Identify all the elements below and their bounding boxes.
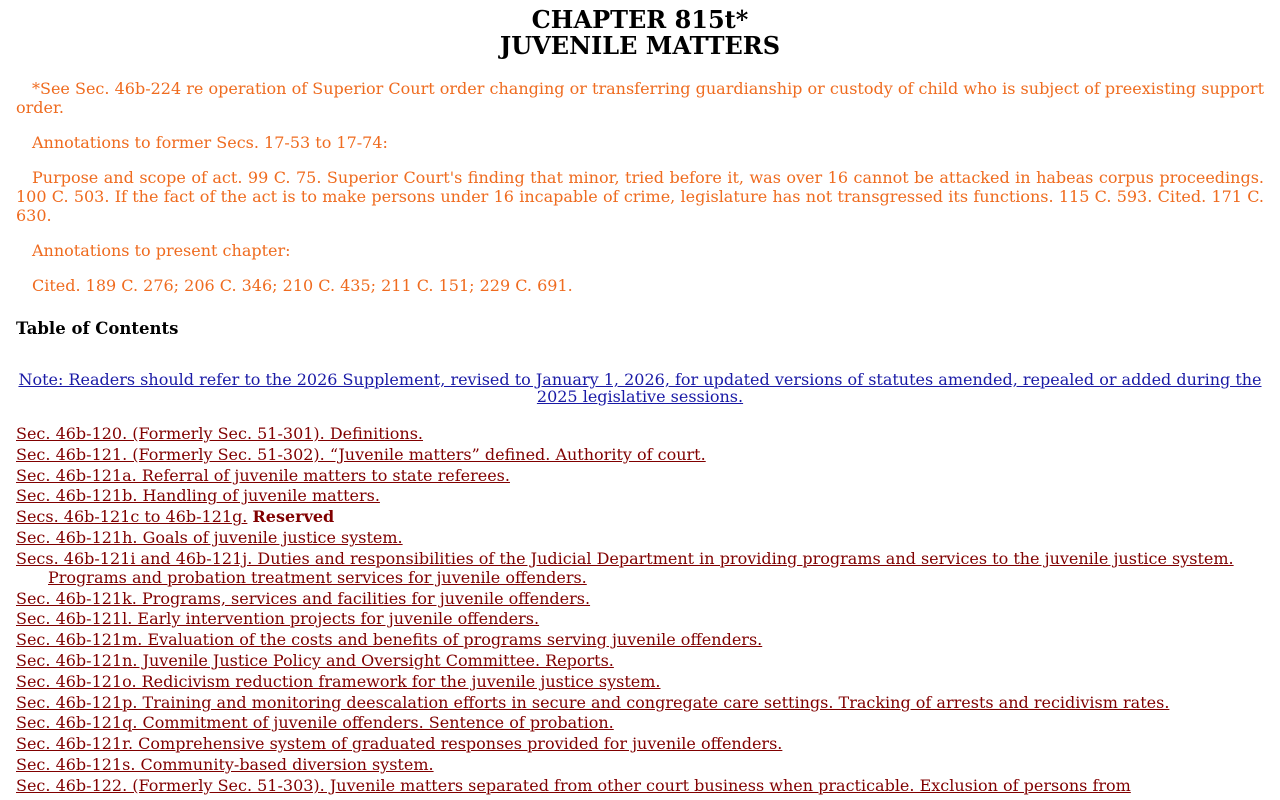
- annotation-purpose-scope: Purpose and scope of act. 99 C. 75. Superior Court's finding that minor, tried before it, was over 16 cannot be attacked in habeas corpus proceedings. 100 C. 503. If the fact of the act is to make persons under 16 incapable of crime, legislature has not transgressed its functions. 115 C. 593. Cited. 171 C. 630.: [16, 168, 1264, 225]
- toc-item: [16, 734, 1264, 753]
- toc-item: [16, 466, 1264, 485]
- chapter-name: JUVENILE MATTERS: [499, 31, 781, 60]
- toc-list: [16, 424, 1264, 795]
- toc-item: [16, 713, 1264, 732]
- toc-item: [16, 693, 1264, 712]
- statute-page: [0, 7, 1280, 795]
- toc-link-46b-121i-121j[interactable]: Secs. 46b-121i and 46b-121j. Duties and responsibilities of the Judicial Department in providing programs and services to the juvenile justice system. Programs and probation treatment services for juvenile offenders.: [16, 548, 1234, 587]
- toc-item: [16, 549, 1264, 587]
- toc-item: [16, 651, 1264, 670]
- chapter-number: CHAPTER 815t*: [531, 5, 749, 34]
- toc-link-46b-121n[interactable]: Sec. 46b-121n. Juvenile Justice Policy and Oversight Committee. Reports.: [16, 650, 614, 670]
- toc-item: [16, 424, 1264, 443]
- toc-link-46b-120[interactable]: Sec. 46b-120. (Formerly Sec. 51-301). Definitions.: [16, 424, 424, 443]
- toc-link-46b-121a[interactable]: Sec. 46b-121a. Referral of juvenile matters to state referees.: [16, 465, 510, 485]
- toc-link-46b-121c-121g[interactable]: Secs. 46b-121c to 46b-121g.: [16, 507, 248, 527]
- toc-link-46b-121[interactable]: Sec. 46b-121. (Formerly Sec. 51-302). “Juvenile matters” defined. Authority of court.: [16, 444, 706, 464]
- toc-link-46b-121b[interactable]: Sec. 46b-121b. Handling of juvenile matters.: [16, 486, 380, 506]
- toc-item: [16, 507, 1264, 526]
- annotation-former-secs-heading: Annotations to former Secs. 17-53 to 17-74:: [32, 133, 388, 152]
- reserved-label: Reserved: [252, 507, 335, 527]
- toc-link-46b-121l[interactable]: Sec. 46b-121l. Early intervention projects for juvenile offenders.: [16, 609, 540, 629]
- annotation-see-also: *See Sec. 46b-224 re operation of Superior Court order changing or transferring guardianship or custody of child who is subject of preexisting support order.: [16, 79, 1264, 117]
- toc-item: [16, 776, 1264, 795]
- toc-link-46b-121o[interactable]: Sec. 46b-121o. Redicivism reduction framework for the juvenile justice system.: [16, 671, 661, 691]
- toc-heading: Table of Contents: [16, 319, 179, 338]
- toc-link-46b-122[interactable]: Sec. 46b-122. (Formerly Sec. 51-303). Juvenile matters separated from other court business when practicable. Exclusion of persons from: [16, 775, 1131, 795]
- chapter-title: [16, 7, 1264, 59]
- annotation-cited: Cited. 189 C. 276; 206 C. 346; 210 C. 435; 211 C. 151; 229 C. 691.: [32, 276, 573, 295]
- toc-item: [16, 630, 1264, 649]
- toc-link-46b-121k[interactable]: Sec. 46b-121k. Programs, services and facilities for juvenile offenders.: [16, 588, 591, 608]
- supplement-note-link[interactable]: Note: Readers should refer to the 2026 Supplement, revised to January 1, 2026, for updated versions of statutes amended, repealed or added during the 2025 legislative sessions.: [18, 370, 1262, 406]
- toc-link-46b-121m[interactable]: Sec. 46b-121m. Evaluation of the costs and benefits of programs serving juvenile offenders.: [16, 630, 763, 650]
- toc-item: [16, 672, 1264, 691]
- toc-link-46b-121h[interactable]: Sec. 46b-121h. Goals of juvenile justice system.: [16, 527, 403, 547]
- toc-link-46b-121s[interactable]: Sec. 46b-121s. Community-based diversion system.: [16, 754, 434, 774]
- toc-link-46b-121p[interactable]: Sec. 46b-121p. Training and monitoring deescalation efforts in secure and congregate care settings. Tracking of arrests and recidivism rates.: [16, 692, 1170, 712]
- toc-link-46b-121q[interactable]: Sec. 46b-121q. Commitment of juvenile offenders. Sentence of probation.: [16, 713, 614, 733]
- toc-item: [16, 486, 1264, 505]
- toc-item: [16, 445, 1264, 464]
- toc-link-46b-121r[interactable]: Sec. 46b-121r. Comprehensive system of graduated responses provided for juvenile offenders.: [16, 734, 783, 754]
- toc-item: [16, 609, 1264, 628]
- toc-item: [16, 589, 1264, 608]
- annotation-present-chapter-heading: Annotations to present chapter:: [32, 241, 291, 260]
- toc-item: [16, 755, 1264, 774]
- toc-item: [16, 528, 1264, 547]
